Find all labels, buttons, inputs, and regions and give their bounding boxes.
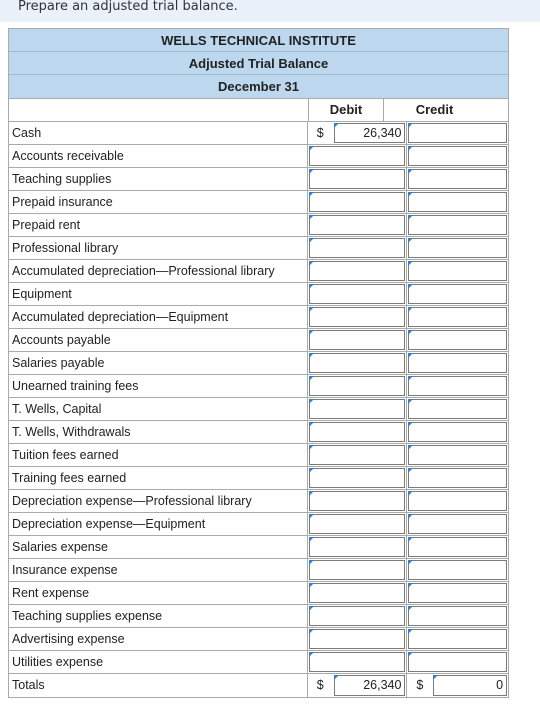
input-marker-icon [309,353,314,358]
column-header-row [9,99,508,122]
credit-input[interactable] [408,192,507,212]
input-marker-icon [309,652,314,657]
input-marker-icon [309,238,314,243]
account-row [9,283,508,306]
input-marker-icon [309,192,314,197]
account-name: Advertising expense [9,628,308,650]
totals-label: Totals [9,674,308,697]
account-row [9,237,508,260]
statement-date: December 31 [9,75,508,99]
account-column-header [9,99,309,121]
input-marker-icon [309,399,314,404]
input-marker-icon [309,422,314,427]
account-row [9,421,508,444]
account-name: Salaries expense [9,536,308,558]
statement-title: Adjusted Trial Balance [9,52,508,75]
account-name: T. Wells, Withdrawals [9,421,308,443]
debit-input[interactable] [309,629,406,649]
input-marker-icon [309,376,314,381]
account-row [9,352,508,375]
input-marker-icon [408,560,413,565]
account-name: Salaries payable [9,352,308,374]
credit-input[interactable] [408,123,507,143]
credit-input[interactable] [408,560,507,580]
credit-input[interactable] [408,629,507,649]
credit-input[interactable] [408,583,507,603]
account-name: Utilities expense [9,651,308,673]
debit-input[interactable] [309,399,406,419]
account-row [9,375,508,398]
credit-input[interactable] [408,514,507,534]
debit-input[interactable] [309,468,406,488]
account-name: Depreciation expense—Equipment [9,513,308,535]
account-row [9,329,508,352]
account-rows [9,122,508,697]
debit-input[interactable] [309,169,406,189]
account-name: Cash [9,122,308,144]
account-row [9,582,508,605]
debit-input[interactable] [309,146,406,166]
account-name: T. Wells, Capital [9,398,308,420]
debit-input[interactable] [309,445,406,465]
debit-column-header: Debit [284,99,384,121]
input-marker-icon [309,261,314,266]
input-marker-icon [408,123,413,128]
account-name: Equipment [9,283,308,305]
account-row [9,168,508,191]
debit-input[interactable] [309,422,406,442]
input-marker-icon [309,146,314,151]
debit-input[interactable] [309,261,406,281]
debit-input[interactable] [309,583,406,603]
debit-input[interactable]: 26,340 [334,123,406,143]
company-name: WELLS TECHNICAL INSTITUTE [9,29,508,52]
debit-input[interactable] [309,353,406,373]
account-name: Depreciation expense—Professional library [9,490,308,512]
debit-input[interactable] [309,238,406,258]
input-marker-icon [309,560,314,565]
input-marker-icon [408,583,413,588]
input-marker-icon [309,215,314,220]
account-name: Unearned training fees [9,375,308,397]
input-marker-icon [408,146,413,151]
credit-input[interactable] [408,422,507,442]
input-marker-icon [408,307,413,312]
account-row [9,398,508,421]
debit-input[interactable] [309,514,406,534]
account-name: Accounts receivable [9,145,308,167]
credit-input[interactable] [408,491,507,511]
input-marker-icon [408,399,413,404]
debit-input[interactable] [309,560,406,580]
input-marker-icon [408,468,413,473]
debit-input[interactable] [309,652,406,672]
input-marker-icon [408,514,413,519]
credit-input[interactable] [408,330,507,350]
account-row [9,536,508,559]
credit-input[interactable] [408,652,507,672]
input-marker-icon [309,537,314,542]
account-row [9,467,508,490]
input-marker-icon [309,629,314,634]
debit-input[interactable] [309,330,406,350]
total-credit-field[interactable]: 0 [433,675,507,696]
debit-input[interactable] [309,491,406,511]
credit-input[interactable] [408,376,507,396]
account-name: Accumulated depreciation—Professional library [9,260,308,282]
input-marker-icon [408,491,413,496]
input-marker-icon [309,330,314,335]
input-marker-icon [408,445,413,450]
input-marker-icon [408,192,413,197]
credit-input[interactable] [408,445,507,465]
input-marker-icon [309,169,314,174]
account-row [9,628,508,651]
account-name: Professional library [9,237,308,259]
trial-balance-worksheet [8,28,509,698]
total-debit-field[interactable]: 26,340 [334,675,406,696]
account-name: Teaching supplies expense [9,605,308,627]
credit-column-header: Credit [415,102,454,117]
debit-input[interactable] [309,376,406,396]
credit-currency-symbol: $ [416,678,424,692]
credit-input[interactable] [408,307,507,327]
input-marker-icon [408,422,413,427]
input-marker-icon [309,307,314,312]
account-row [9,513,508,536]
debit-currency-symbol: $ [316,678,324,692]
account-name: Training fees earned [9,467,308,489]
credit-input[interactable] [408,468,507,488]
account-row [9,490,508,513]
debit-currency-symbol: $ [316,126,324,140]
account-name: Accumulated depreciation—Equipment [9,306,308,328]
input-marker-icon [309,468,314,473]
credit-input[interactable] [408,284,507,304]
input-marker-icon [408,261,413,266]
input-marker-icon [309,284,314,289]
account-row [9,214,508,237]
account-row [9,444,508,467]
input-marker-icon [309,445,314,450]
input-marker-icon [309,583,314,588]
account-name: Prepaid insurance [9,191,308,213]
credit-input[interactable] [408,261,507,281]
input-marker-icon [408,169,413,174]
debit-input[interactable] [309,192,406,212]
totals-row [9,674,508,697]
credit-input[interactable] [408,146,507,166]
input-marker-icon [408,353,413,358]
account-row [9,260,508,283]
credit-input[interactable] [408,606,507,626]
account-row [9,605,508,628]
account-row [9,191,508,214]
credit-input[interactable] [408,399,507,419]
input-marker-icon [408,215,413,220]
input-marker-icon [433,675,438,680]
account-name: Prepaid rent [9,214,308,236]
credit-input[interactable] [408,353,507,373]
input-marker-icon [309,514,314,519]
input-marker-icon [408,537,413,542]
credit-input[interactable] [408,238,507,258]
account-row [9,122,508,145]
input-marker-icon [309,606,314,611]
debit-input[interactable] [309,537,406,557]
input-marker-icon [309,491,314,496]
input-marker-icon [408,629,413,634]
input-marker-icon [334,675,339,680]
account-name: Tuition fees earned [9,444,308,466]
input-marker-icon [408,606,413,611]
debit-input[interactable] [309,284,406,304]
account-name: Insurance expense [9,559,308,581]
input-marker-icon [408,238,413,243]
account-row [9,559,508,582]
debit-input[interactable] [309,307,406,327]
debit-input[interactable] [309,215,406,235]
account-name: Accounts payable [9,329,308,351]
input-marker-icon [408,330,413,335]
account-row [9,145,508,168]
credit-input[interactable] [408,537,507,557]
account-name: Rent expense [9,582,308,604]
instruction-text: Prepare an adjusted trial balance. [0,0,540,22]
input-marker-icon [408,376,413,381]
credit-input[interactable] [408,169,507,189]
account-row [9,651,508,674]
account-name: Teaching supplies [9,168,308,190]
input-marker-icon [334,123,339,128]
input-marker-icon [408,652,413,657]
debit-input[interactable] [309,606,406,626]
credit-input[interactable] [408,215,507,235]
account-row [9,306,508,329]
input-marker-icon [408,284,413,289]
